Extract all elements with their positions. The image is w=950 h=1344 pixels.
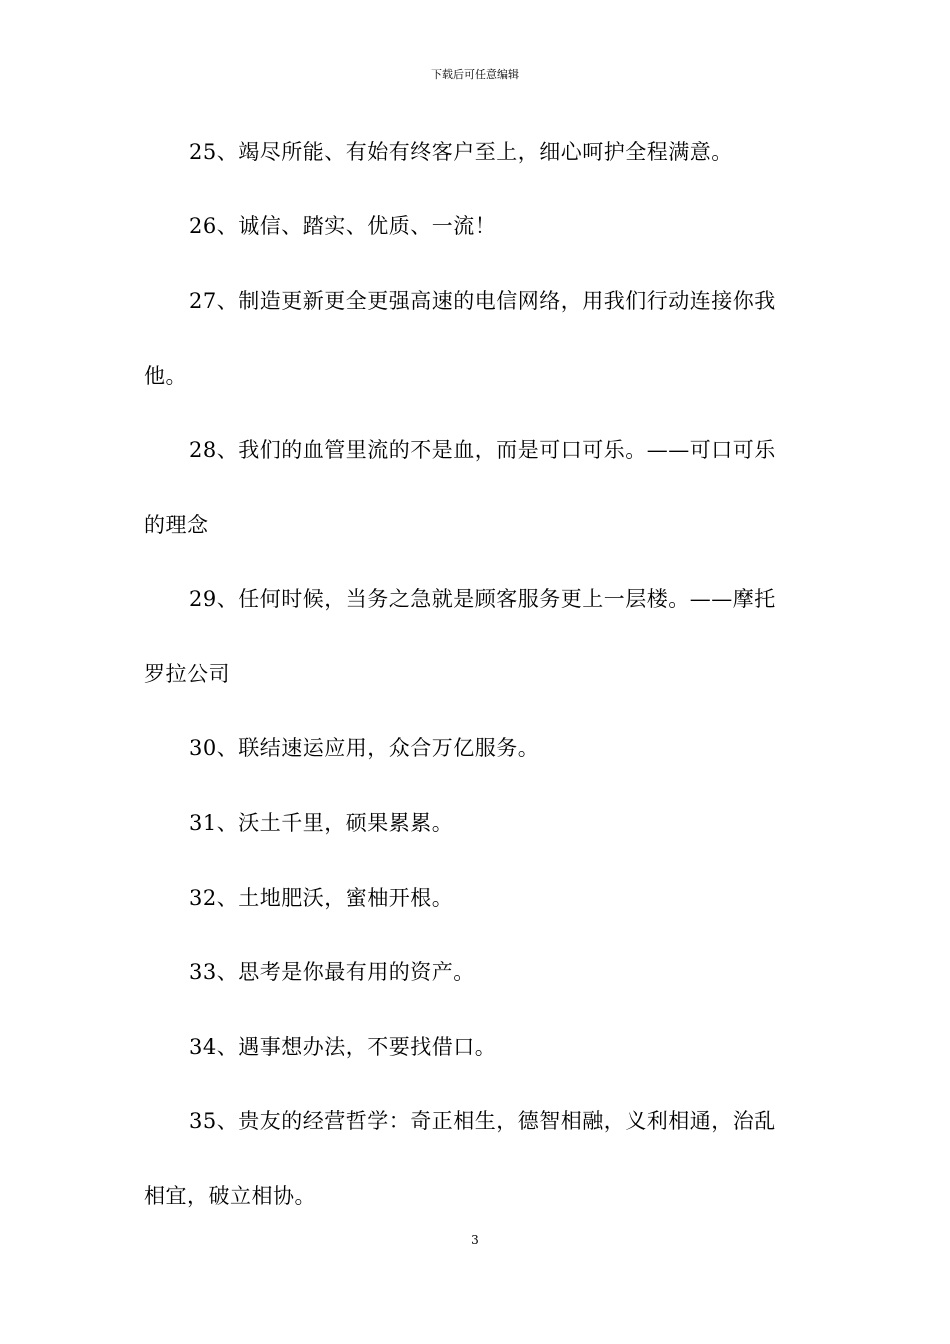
paragraph-31-line-1: 31、沃土千里，硕果累累。 <box>189 811 454 835</box>
paragraph-25-line-1: 25、竭尽所能、有始有终客户至上，细心呵护全程满意。 <box>189 140 733 164</box>
paragraph-28-line-1: 28、我们的血管里流的不是血，而是可口可乐。——可口可乐 <box>189 438 776 462</box>
page-number: 3 <box>471 1233 479 1247</box>
paragraph-35-line-2: 相宜，破立相协。 <box>144 1184 316 1208</box>
page-header: 下载后可任意编辑 <box>431 68 519 81</box>
paragraph-27-line-2: 他。 <box>144 364 187 388</box>
paragraph-28-line-2: 的理念 <box>144 513 209 537</box>
paragraph-33-line-1: 33、思考是你最有用的资产。 <box>189 960 475 984</box>
paragraph-32-line-1: 32、土地肥沃，蜜柚开根。 <box>189 886 454 910</box>
paragraph-30-line-1: 30、联结速运应用，众合万亿服务。 <box>189 736 540 760</box>
paragraph-26-line-1: 26、诚信、踏实、优质、一流！ <box>189 214 497 238</box>
paragraph-34-line-1: 34、遇事想办法，不要找借口。 <box>189 1035 497 1059</box>
paragraph-29-line-1: 29、任何时候，当务之急就是顾客服务更上一层楼。——摩托 <box>189 587 776 611</box>
paragraph-35-line-1: 35、贵友的经营哲学：奇正相生，德智相融，义利相通，治乱 <box>189 1109 776 1133</box>
paragraph-29-line-2: 罗拉公司 <box>144 662 230 686</box>
paragraph-27-line-1: 27、制造更新更全更强高速的电信网络，用我们行动连接你我 <box>189 289 776 313</box>
